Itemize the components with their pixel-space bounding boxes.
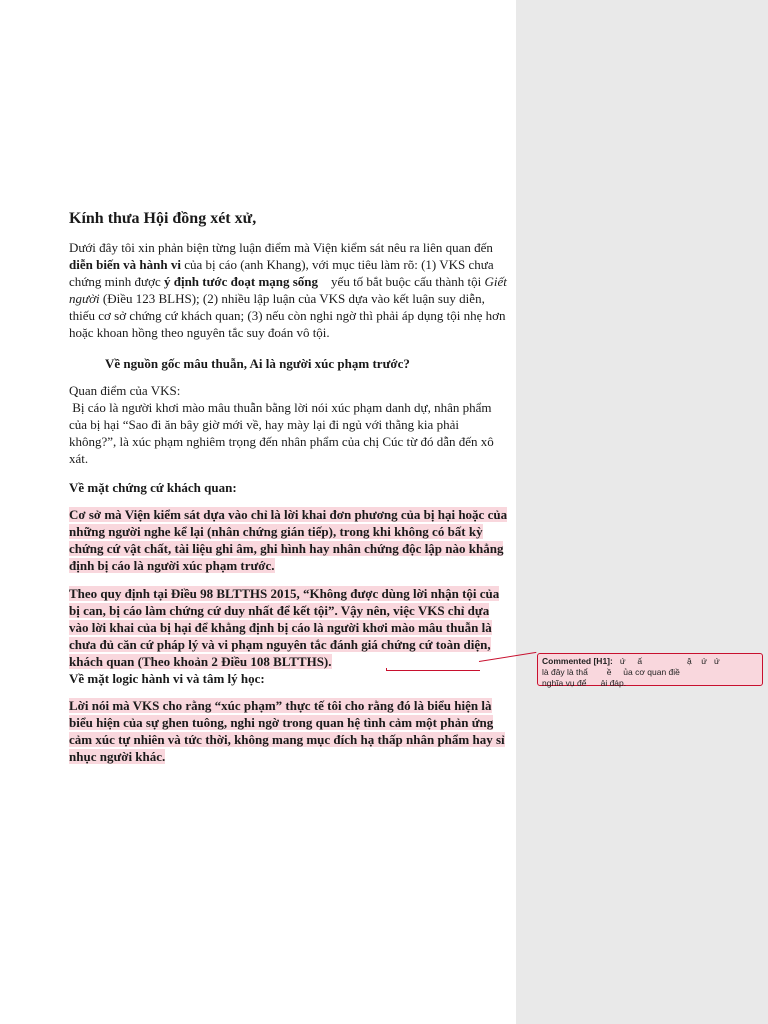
intro-italic-1: Giết người <box>69 274 507 306</box>
intro-text-1: Dưới đây tôi xin phản biện từng luận điểm mà Viện kiểm sát nêu ra liên quan đến <box>69 240 493 255</box>
intro-text-4: (Điều 123 BLHS); (2) nhiều lập luận của VKS dựa vào kết luận suy diễn, thiếu cơ sở chứng cứ khách quan; (3) nếu còn nghi ngờ thì phải áp dụng tội nhẹ hơn hoặc khoan hồng theo nguyên tắc suy đoán vô tội. <box>69 291 506 340</box>
evidence-paragraph-1 <box>69 506 509 574</box>
comment-text-3: nghĩa vụ để ải đáp. <box>542 678 627 688</box>
highlighted-text: Lời nói mà VKS cho rằng “xúc phạm” thực tế tôi cho rằng đó là biểu hiện là biểu hiện của sự ghen tuông, nghi ngờ trong quan hệ tình cảm một phản ứng cảm xúc tự nhiên và tức thời, không mang mục đích hạ thấp nhân phẩm hay sỉ nhục người khác. <box>69 698 505 764</box>
logic-heading: Về mặt logic hành vi và tâm lý học: <box>69 671 265 686</box>
intro-text-3: yếu tố bắt buộc cấu thành tội <box>318 274 485 289</box>
comment-balloon[interactable] <box>537 653 763 686</box>
section-heading: Về nguồn gốc mâu thuẫn, Ai là người xúc phạm trước? <box>105 356 410 371</box>
evidence-heading: Về mặt chứng cứ khách quan: <box>69 480 237 495</box>
comment-text-2: là đây là thẩ ề ủa cơ quan điề <box>542 667 680 677</box>
comment-text-1: ứ ấ ậ ứ ứ <box>612 656 720 666</box>
commented-text[interactable]: Theo quy định tại Điều 98 BLTTHS 2015, “Không được dùng lời nhận tội của bị can, bị cáo làm chứng cứ duy nhất để kết tội”. Vậy nên, việc VKS chỉ dựa vào lời khai của bị hại để khẳng định bị cáo là người khơi mào mâu thuẫn là chưa đủ căn cứ pháp lý và vi phạm nguyên tắc đánh giá chứng cứ toàn diện, khách quan (Theo khoản 2 Điều 108 BLTTHS). <box>69 586 500 669</box>
comment-connector-line <box>386 670 480 671</box>
intro-bold-1: diễn biến và hành vi <box>69 257 181 272</box>
intro-bold-2: ý định tước đoạt mạng sống <box>163 274 319 289</box>
vks-view-text: Bị cáo là người khơi mào mâu thuẫn bằng lời nói xúc phạm danh dự, nhân phẩm của bị hại “Sao đi ăn bây giờ mới về, hay mày lại đi ngủ với thằng kia phải không?”, là xúc phạm nghiêm trọng đến nhân phẩm của chị Cúc từ đó dẫn đến xô xát. <box>69 400 497 466</box>
comment-label: Commented [H1]: <box>542 656 613 666</box>
intro-text-2: của bị cáo (anh Khang), với mục tiêu làm rõ: (1) VKS chưa chứng minh được <box>69 257 494 289</box>
comment-margin-pane <box>516 0 768 1024</box>
highlighted-text: Cơ sở mà Viện kiểm sát dựa vào chỉ là lời khai đơn phương của bị hại hoặc của những người nghe kể lại (nhân chứng gián tiếp), trong khi không có bất kỳ chứng cứ vật chất, tài liệu ghi âm, ghi hình hay nhân chứng độc lập nào khẳng định bị cáo là người xúc phạm trước. <box>69 507 508 573</box>
intro-paragraph <box>69 239 509 341</box>
vks-view-label: Quan điểm của VKS: <box>69 383 181 398</box>
logic-paragraph-1 <box>69 697 509 765</box>
comment-line-1 <box>542 656 758 667</box>
salutation: Kính thưa Hội đồng xét xử, <box>69 210 257 227</box>
evidence-paragraph-2 <box>69 585 509 670</box>
